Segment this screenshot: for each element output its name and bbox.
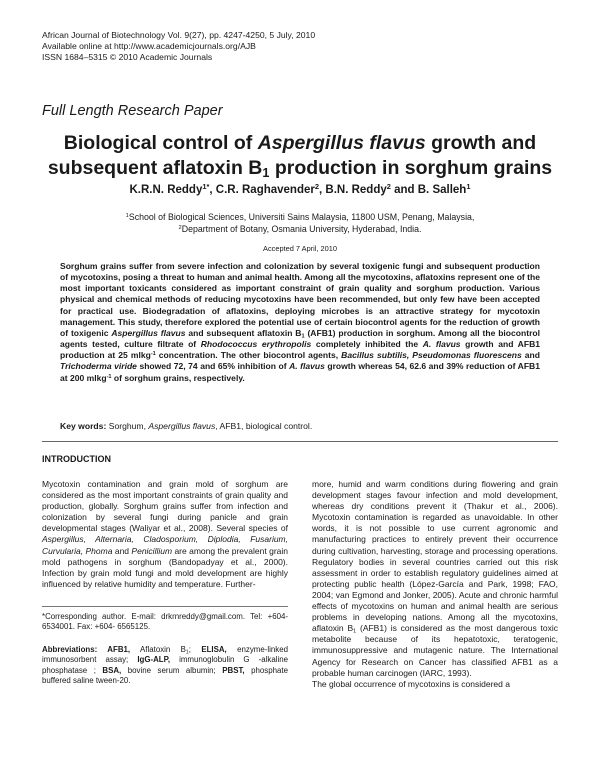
affiliation-1: $^1$School of Biological Sciences, Universiti Sains Malaysia, 11800 USM, Penang, Malaysia,	[125, 212, 475, 222]
affiliations	[20, 211, 580, 235]
paper-type: Full Length Research Paper	[42, 103, 223, 119]
journal-issn: ISSN 1684–5315 © 2010 Academic Journals	[42, 52, 213, 62]
author: B.N. Reddy$^2$	[325, 181, 391, 196]
journal-header	[42, 30, 315, 63]
keywords: Key words: Sorghum, Aspergillus flavus, AFB1, biological control.	[60, 421, 313, 431]
author: K.R.N. Reddy$^{1*}$	[129, 181, 210, 196]
accepted-date: Accepted 7 April, 2010	[263, 244, 337, 253]
intro-paragraph-1: Mycotoxin contamination and grain mold of sorghum are considered as the most important constraints of grain quality and production, globally. Sorghum grains suffer from infection and colonization by several fungi during panicle and grain developmental stages (Waliyar et al., 2008). Several species of Aspergillus, Alternaria, Cladosporium, Diplodia, Fusarium, Curvularia, Phoma and Penicillium are among the prevalent grain mold pathogens in sorghum (Bandopadyay et al., 2000). Infection by grain mold fungi and mold development are highly influenced by relative humidity and temperature. Further-	[42, 479, 288, 589]
affiliation-2: $^2$Department of Botany, Osmania University, Hyderabad, India.	[178, 224, 422, 234]
abbreviations-note: Abbreviations: AFB1, Aflatoxin $B_1$; ELISA, enzyme-linked immunosorbent assay; IgG-ALP, immunoglobulin G -alkaline phosphatase ; BSA, bovine serum albumin; PBST, phosphate buffered saline tween-20.	[42, 645, 288, 685]
corresponding-author-note: *Corresponding author. E-mail: drkrnreddy@gmail.com. Tel: +604-6534001. Fax: +604- 6565125.	[42, 612, 288, 632]
journal-citation: African Journal of Biotechnology Vol. 9(27), pp. 4247-4250, 5 July, 2010	[42, 30, 316, 40]
abstract: Sorghum grains suffer from severe infection and colonization by several toxigenic fungi and subsequent production of mycotoxins, posing a threat to human and animal health. Among all the mycotoxins, aflatoxins represent one of the most important toxicants considered as important constraint of grain quality and sorghum production. Various physical and chemical methods of reducing mycotoxins have been recommended, but only few have been accepted for practical use. Biodegradation of aflatoxins, deploying microbes is an attractive strategy for mycotoxin management. This study, therefore explored the potential use of certain biocontrol agents for the reduction of growth of toxigenic Aspergillus flavus and subsequent aflatoxin $B_1$ (AFB1) production in sorghum. Among all the biocontrol agents tested, culture filtrate of Rhodococcus erythropolis completely inhibited the A. flavus growth and AFB1 production at 25 mlkg$^{-1}$ concentration. The other biocontrol agents, Bacillus subtilis, Pseudomonas fluorescens and Trichoderma viride showed 72, 74 and 65% inhibition of A. flavus growth whereas 54, 62.6 and 39% reduction of AFB1 at 200 mlkg$^{-1}$ of sorghum grains, respectively.	[60, 261, 541, 383]
left-column	[42, 479, 288, 590]
author-list: K.R.N. Reddy$^{1*}$, C.R. Raghavender$^2$, B.N. Reddy$^2$ and B. Salleh$^1$	[129, 181, 471, 196]
section-divider	[42, 441, 558, 442]
right-column	[312, 479, 558, 690]
journal-url: Available online at http://www.academicjournals.org/AJB	[42, 41, 256, 51]
author: C.R. Raghavender$^2$	[215, 181, 320, 196]
paper-title: Biological control of Aspergillus flavus growth and subsequent aflatoxin $B_1$ production in sorghum grains	[47, 132, 553, 181]
intro-paragraph-2: more, humid and warm conditions during flowering and grain development stages favour infection and mold development, whereas dry conditions prevent it (Thakur et al., 2006). Mycotoxin contamination is regarded as unavoidable. In other words, it is not possible to use current agronomic and manufacturing practices to entirely prevent their occurrence during cultivation, harvesting, storage and processing operations. Regulatory bodies in several countries carried out this risk assessment in order to establish regulatory guidelines aimed at protecting public health (López-García and Park, 1998; FAO, 2004; van Egmond and Jonker, 2005). Acute and chronic harmful effects of mycotoxins on human and animal health are serious problems in developing nations. Among all the mycotoxins, aflatoxin $B_1$ (AFB1) is considered as the most dangerous toxic metabolite because of its hepatotoxic, teratogenic, immunosuppressive and mutagenic nature. The International Agency for Research on Cancer has classified AFB1 as a probable human carcinogen (IARC, 1993).	[312, 479, 558, 678]
author: B. Salleh$^1$	[417, 181, 471, 196]
intro-paragraph-3: The global occurrence of mycotoxins is considered a	[312, 678, 510, 689]
section-heading-introduction: INTRODUCTION	[42, 454, 111, 464]
footnote-divider	[42, 606, 288, 607]
keywords-label: Key words:	[60, 421, 107, 431]
